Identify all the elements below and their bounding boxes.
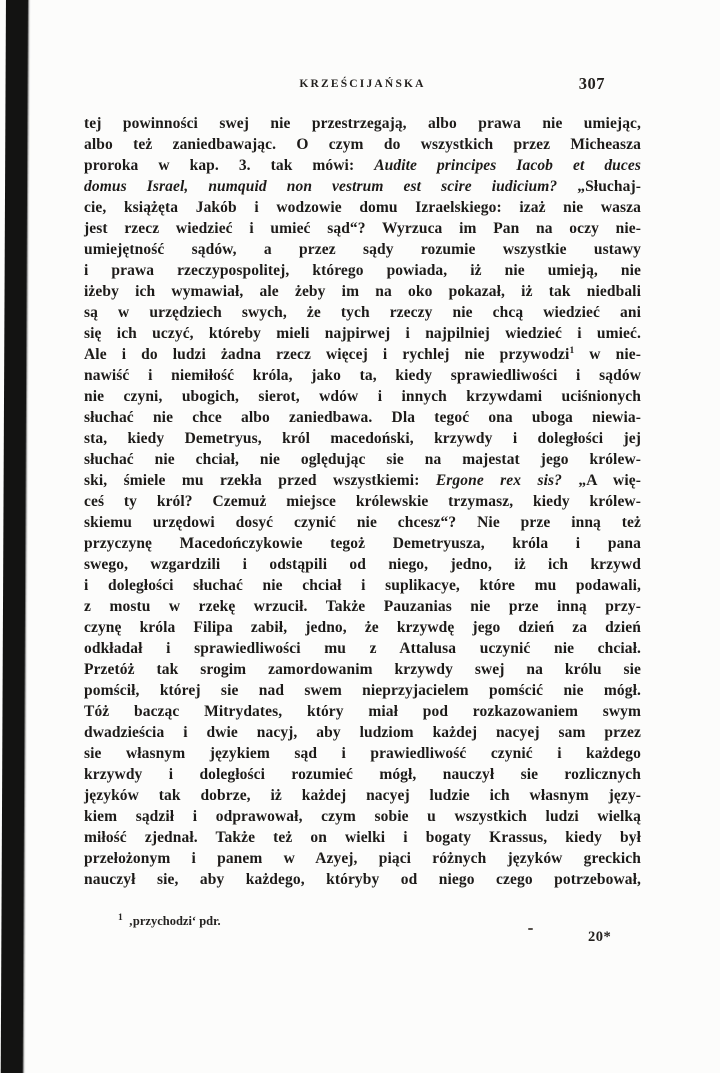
page-number: 307 (578, 74, 605, 93)
text-line: przełożonym i panem w Azyej, piąci różnych języków greckich (84, 850, 641, 867)
text-line: słuchać nie chce albo zaniedbawa. Dla tegoć ona uboga niewia- (84, 409, 641, 426)
text-line: nie czyni, ubogich, sierot, wdów i innych krzywdami uciśnionych (84, 388, 641, 405)
text-line: Tóż bacząc Mitrydates, który miał pod rozkazowaniem swym (84, 703, 641, 720)
text-line: jest rzecz wiedzieć i umieć sąd“? Wyrzuca im Pan na oczy nie- (84, 220, 641, 237)
ink-speck (528, 928, 533, 930)
text-line: przyczynę Macedończykowie tegoż Demetryusza, króla i pana (84, 535, 641, 552)
text-line: dwadzieścia i dwie nacyj, aby ludziom każdej nacyej sam przez (84, 724, 641, 741)
page-header (84, 74, 641, 96)
text-line: języków tak dobrze, iż każdej nacyej ludzie ich własnym języ- (84, 787, 641, 804)
text-line: kiem sądził i odprawował, czym sobie u wszystkich ludzi wielką (84, 808, 641, 825)
text-line: z mostu w rzekę wrzucił. Także Pauzanias nie prze inną przy- (84, 598, 641, 615)
footnote-text: ‚przychodzi‘ pdr. (128, 914, 221, 928)
scan-edge-artifact (1, 0, 28, 1073)
text-line: sta, kiedy Demetryus, król macedoński, krzywdy i doległości jej (84, 430, 641, 447)
text-line: się ich uczyć, któreby mieli najpirwej i najpilniej wiedzieć i umieć. (84, 325, 641, 342)
text-line: Ale i do ludzi żadna rzecz więcej i rychlej nie przywodzi$^1$ w nie- (84, 345, 641, 363)
text-line: Przetóż tak srogim zamordowanim krzywdy swej na królu sie (84, 661, 641, 678)
text-line: domus Israel, numquid non vestrum est scire iudicium? „Słuchaj- (84, 178, 641, 195)
text-line: iżeby ich wymawiał, ale żeby im na oko pokazał, iż tak niedbali (84, 283, 641, 300)
text-line: krzywdy i doległości rozumieć mógł, nauczył sie rozlicznych (84, 766, 641, 783)
text-line: są w urzędziech swych, że tych rzeczy nie chcą wiedzieć ani (84, 304, 641, 321)
text-line: umiejętność sądów, a przez sądy rozumie wszystkie ustawy (84, 241, 641, 258)
text-line: ceś ty król? Czemuż miejsce królewskie trzymasz, kiedy królew- (84, 493, 641, 510)
text-line: cie, książęta Jakób i wodzowie domu Izraelskiego: izaż nie wasza (84, 199, 641, 216)
text-line: i prawa rzeczypospolitej, którego powiada, iż nie umieją, nie (84, 262, 641, 279)
text-line: sie własnym językiem sąd i prawiedliwość czynić i każdego (84, 745, 641, 762)
text-line: albo też zaniedbawając. O czym do wszystkich przez Micheasza (84, 136, 641, 153)
text-line: czynę króla Filipa zabił, jedno, że krzywdę jego dzień za dzień (84, 619, 641, 636)
text-line: swego, wzgardzili i odstąpili od niego, jedno, iż ich krzywd (84, 556, 641, 573)
footnote (118, 913, 221, 929)
text-line: ski, śmiele mu rzekła przed wszystkiemi: Ergone rex sis? „A wię- (84, 472, 641, 489)
text-line: nauczył sie, aby każdego, któryby od niego czego potrzebował, (84, 871, 641, 888)
text-line: i doległości słuchać nie chciał i suplikacye, które mu podawali, (84, 577, 641, 594)
running-title: KRZEŚCIJAŃSKA (299, 78, 426, 90)
text-line: miłość zjednał. Także też on wielki i bogaty Krassus, kiedy był (84, 829, 641, 846)
text-line: nawiść i niemiłość króla, jako ta, kiedy sprawiedliwości i sądów (84, 367, 641, 384)
text-line: tej powinności swej nie przestrzegają, albo prawa nie umiejąc, (84, 115, 641, 132)
text-line: proroka w kap. 3. tak mówi: Audite principes Iacob et duces (84, 157, 641, 174)
text-line: skiemu urzędowi dosyć czynić nie chcesz“? Nie prze inną też (84, 514, 641, 531)
text-line: słuchać nie chciał, nie oględując sie na majestat jego królew- (84, 451, 641, 468)
text-line: odkładał i sprawiedliwości mu z Attalusa uczynić nie chciał. (84, 640, 641, 657)
text-line: pomścił, której sie nad swem nieprzyjacielem pomścić nie mógł. (84, 682, 641, 699)
body-text (84, 113, 641, 890)
signature-mark: 20* (588, 929, 612, 945)
footnote-marker: 1 (118, 912, 123, 923)
